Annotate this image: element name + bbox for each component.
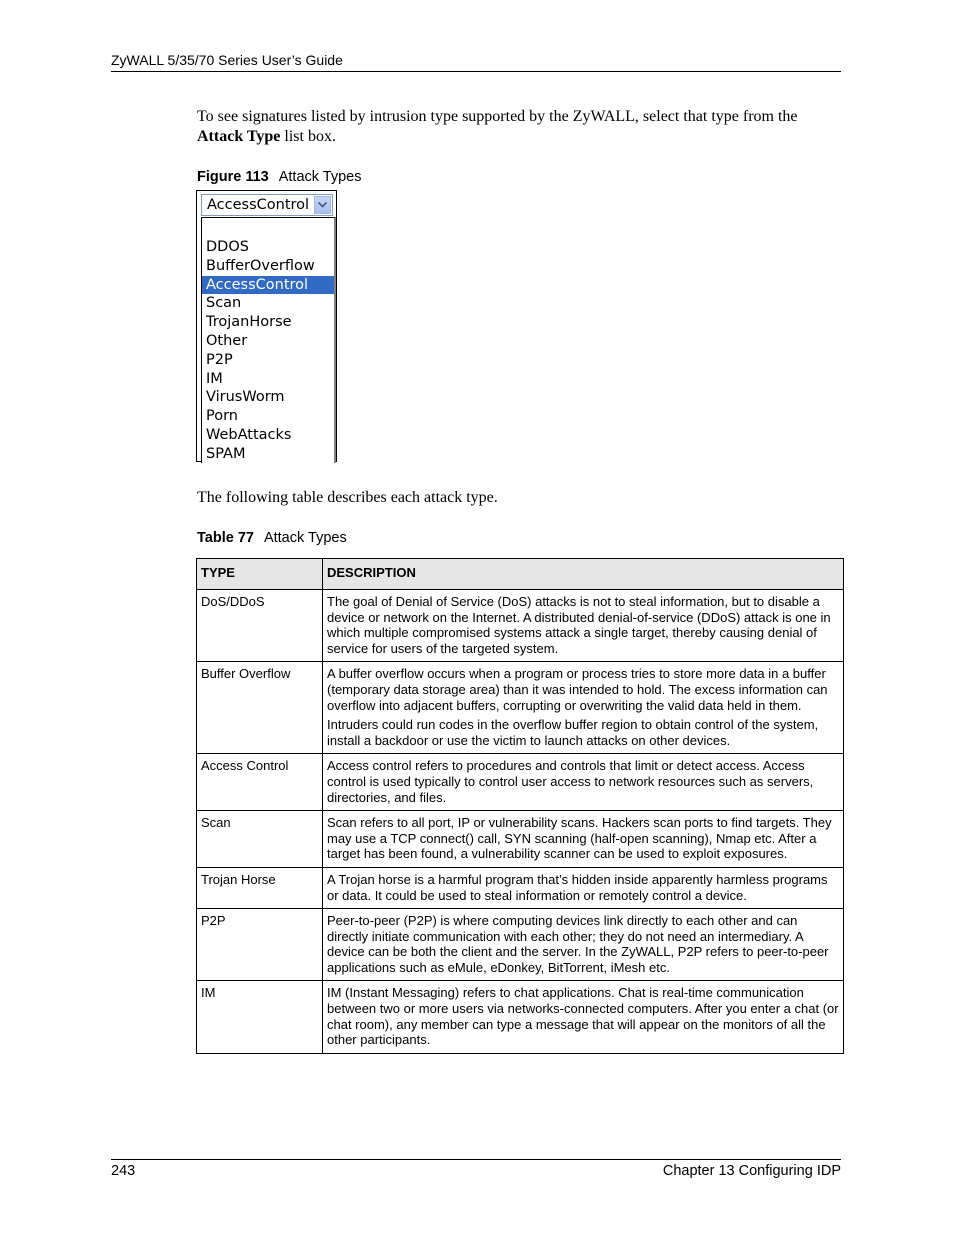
intro-text: To see signatures listed by intrusion type supported by the ZyWALL, select that type from the	[197, 108, 798, 125]
intro-text-end: list box.	[280, 128, 336, 145]
description-cell	[323, 662, 844, 754]
header-title: ZyWALL 5/35/70 Series User’s Guide	[111, 52, 343, 68]
figure-label: Figure 113	[197, 169, 269, 185]
attack-type-select[interactable]	[201, 194, 333, 216]
attack-type-option[interactable]: WebAttacks	[206, 426, 292, 443]
description-cell	[323, 811, 844, 868]
description-cell	[323, 754, 844, 811]
attack-type-option[interactable]: SPAM	[206, 445, 246, 462]
attack-type-option[interactable]: IM	[206, 370, 223, 387]
attack-type-option[interactable]: Other	[206, 332, 248, 349]
figure-title: Attack Types	[278, 169, 362, 185]
table-caption	[197, 530, 347, 546]
table-header-row	[197, 559, 844, 590]
attack-type-option[interactable]: Scan	[206, 295, 242, 312]
type-cell: P2P	[197, 909, 323, 981]
attack-type-option[interactable]: DDOS	[206, 239, 249, 255]
page-header	[111, 52, 841, 72]
attack-type-option[interactable]: TrojanHorse	[206, 314, 292, 331]
description-paragraph: Intruders could run codes in the overflow buffer region to obtain control of the system, install a backdoor or use the victim to launch attacks on other devices.	[327, 717, 819, 748]
description-paragraph: The goal of Denial of Service (DoS) attacks is not to steal information, but to disable a device or network on the Internet. A distributed denial-of-service (DDoS) attack is one in which multiple compromised systems attack a single target, thereby causing denial of service for users of the targeted system.	[327, 594, 831, 656]
figure-caption	[197, 169, 361, 185]
attack-type-option[interactable]: Porn	[206, 408, 238, 425]
table-row	[197, 981, 844, 1053]
table-row	[197, 909, 844, 981]
table-row	[197, 590, 844, 662]
attack-type-option[interactable]: P2P	[206, 351, 233, 368]
description-paragraph: IM (Instant Messaging) refers to chat applications. Chat is real-time communication between two or more users via networks-connected computers. After you enter a chat (or chat room), any member can type a message that will appear on the monitors of all the other participants.	[327, 985, 839, 1048]
description-paragraph: A buffer overflow occurs when a program or process tries to store more data in a buffer (temporary data storage area) than it was intended to hold. The excess information can overflow into adjacent buffers, corrupting or overwriting the valid data held in them.	[327, 666, 828, 713]
type-cell: Scan	[197, 811, 323, 868]
attack-type-option[interactable]: BufferOverflow	[206, 257, 315, 274]
description-cell	[323, 867, 844, 908]
description-paragraph: Peer-to-peer (P2P) is where computing devices link directly to each other and can directly initiate communication with each other; they do not need an intermediary. A device can be both the client and the server. In the ZyWALL, P2P refers to peer-to-peer applications such as eMule, eDonkey, BitTorrent, iMesh etc.	[327, 913, 829, 975]
description-paragraph: Access control refers to procedures and controls that limit or detect access. Access control is used typically to control user access to network resources such as servers, directories, and files.	[327, 758, 814, 805]
description-cell	[323, 909, 844, 981]
chapter-title: Chapter 13 Configuring IDP	[662, 1163, 841, 1179]
table-row	[197, 811, 844, 868]
attack-type-option[interactable]: AccessControl	[202, 276, 334, 295]
attack-type-figure	[196, 190, 337, 462]
description-header: DESCRIPTION	[323, 559, 844, 590]
attack-types-table	[196, 558, 844, 1054]
table-row	[197, 662, 844, 754]
page-footer	[111, 1159, 841, 1179]
description-cell	[323, 981, 844, 1053]
type-cell: IM	[197, 981, 323, 1053]
blank-option[interactable]	[202, 218, 334, 238]
intro-paragraph	[197, 107, 847, 147]
chevron-down-icon[interactable]	[314, 196, 331, 214]
type-cell: Trojan Horse	[197, 867, 323, 908]
intro-bold: Attack Type	[197, 128, 281, 145]
table-intro: The following table describes each attack type.	[197, 489, 498, 506]
page-number: 243	[111, 1163, 136, 1179]
table-row	[197, 754, 844, 811]
type-cell: Buffer Overflow	[197, 662, 323, 754]
type-header: TYPE	[197, 559, 323, 590]
table-label: Table 77	[197, 530, 254, 546]
description-paragraph: A Trojan horse is a harmful program that’s hidden inside apparently harmless programs or data. It could be used to steal information or remotely control a device.	[327, 871, 828, 903]
description-cell	[323, 590, 844, 662]
description-paragraph: Scan refers to all port, IP or vulnerability scans. Hackers scan ports to find targets. They may use a TCP connect() call, SYN scanning (half-open scanning), Nmap etc. After a target has been found, a vulnerability scanner can be used to exploit exposures.	[327, 815, 832, 862]
table-title: Attack Types	[263, 530, 347, 546]
type-cell: Access Control	[197, 754, 323, 811]
table-row	[197, 867, 844, 908]
select-value: AccessControl	[207, 197, 310, 213]
attack-type-options	[201, 217, 336, 463]
attack-type-option[interactable]: VirusWorm	[206, 389, 285, 406]
type-cell: DoS/DDoS	[197, 590, 323, 662]
